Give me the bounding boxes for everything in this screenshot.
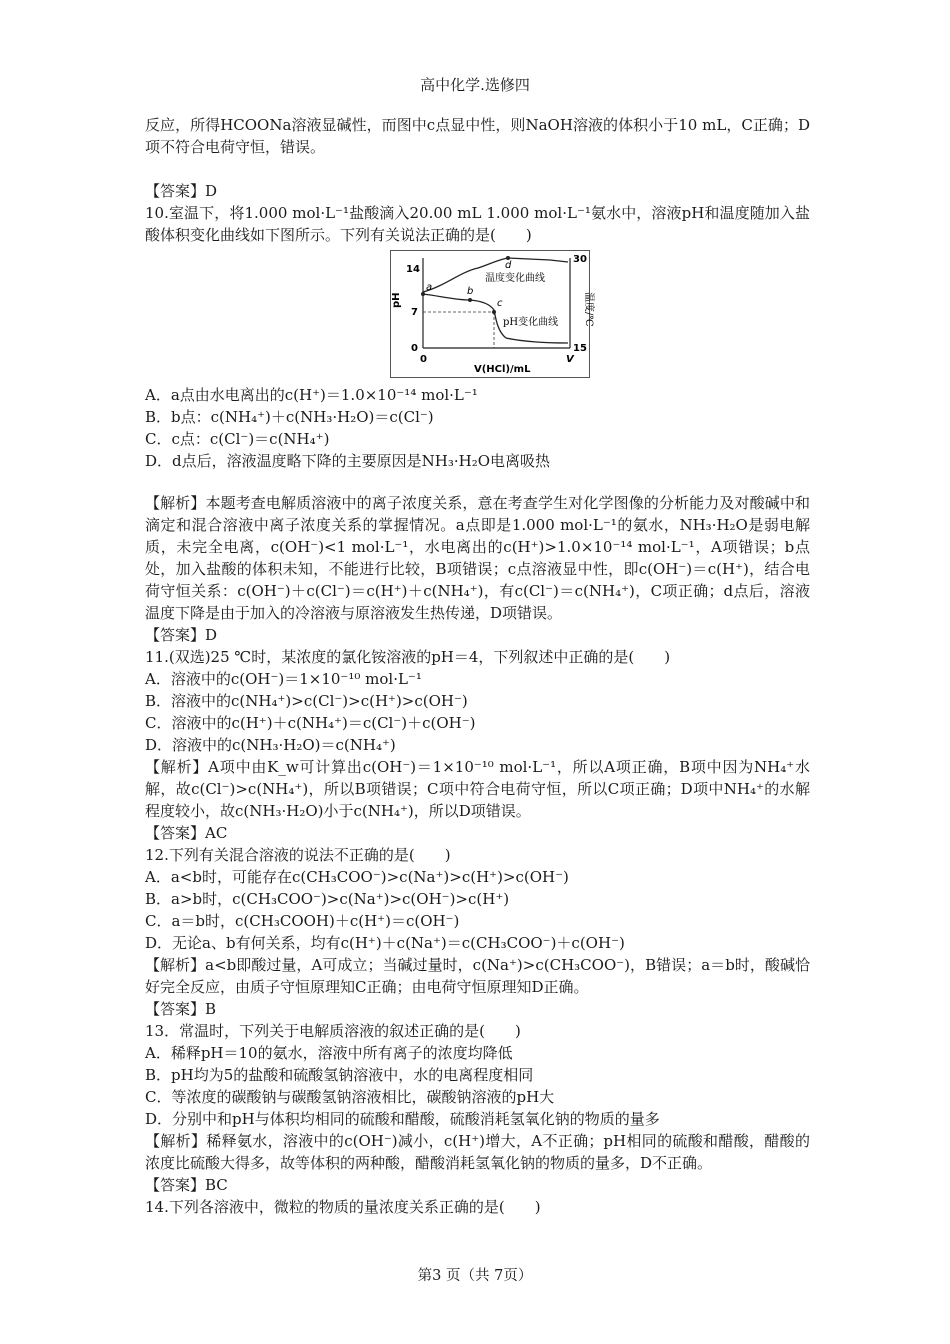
y-right-tick-30: 30	[573, 254, 587, 265]
point-a-label: a	[426, 282, 433, 293]
option-13c: C．等浓度的碳酸钠与碳酸氢钠溶液相比，碳酸钠溶液的pH大	[145, 1088, 555, 1106]
option-11c: C．溶液中的c(H⁺)＋c(NH₄⁺)＝c(Cl⁻)＋c(OH⁻)	[145, 714, 476, 732]
question-11: 11.(双选)25 ℃时，某浓度的氯化铵溶液的pH＝4，下列叙述中正确的是( )	[145, 648, 671, 666]
option-11a: A．溶液中的c(OH⁻)＝1×10⁻¹⁰ mol·L⁻¹	[145, 670, 422, 688]
question-13: 13．常温时，下列关于电解质溶液的叙述正确的是( )	[145, 1022, 521, 1040]
analysis-10: 【解析】本题考查电解质溶液中的离子浓度关系，意在考查学生对化学图像的分析能力及对酸碱中和滴定和混合溶液中离子浓度关系的掌握情况。a点即是1.000 mol·L⁻¹的氨水，NH₃·H₂O是弱电解质，未完全电离，c(OH⁻)<1 mol·L⁻¹，水电离出的c(H⁺)>1.0×10⁻¹⁴ mol·L⁻¹，A项错误；b点处，加入盐酸的体积未知，不能进行比较，B项错误；c点溶液显中性，即c(OH⁻)＝c(H⁺)，结合电荷守恒关系：c(OH⁻)＋c(Cl⁻)＝c(H⁺)＋c(NH₄⁺)，有c(Cl⁻)＝c(NH₄⁺)，C项正确；d点后，溶液温度下降是由于加入的冷溶液与原溶液发生热传递，D项错误。	[145, 494, 810, 622]
point-b-label: b	[467, 286, 474, 297]
option-10d: D．d点后，溶液温度略下降的主要原因是NH₃·H₂O电离吸热	[145, 452, 551, 470]
answer-12: 【答案】B	[145, 1000, 217, 1018]
option-10b: B．b点：c(NH₄⁺)＋c(NH₃·H₂O)＝c(Cl⁻)	[145, 408, 434, 426]
answer-13: 【答案】BC	[145, 1176, 228, 1194]
option-12d: D．无论a、b有何关系，均有c(H⁺)＋c(Na⁺)＝c(CH₃COO⁻)＋c(OH⁻)	[145, 934, 625, 952]
page-footer: 第3 页（共 7页）	[417, 1268, 533, 1284]
temp-curve-label: 温度变化曲线	[485, 273, 545, 284]
y-right-axis-label: 温度/℃	[583, 292, 594, 327]
chart-svg	[390, 250, 594, 378]
answer-9: 【答案】D	[145, 182, 218, 200]
option-11b: B．溶液中的c(NH₄⁺)>c(Cl⁻)>c(H⁺)>c(OH⁻)	[145, 692, 468, 710]
option-12c: C．a＝b时，c(CH₃COOH)＋c(H⁺)＝c(OH⁻)	[145, 912, 460, 930]
text-line: 反应，所得HCOONa溶液显碱性，而图中c点显中性，则NaOH溶液的体积小于10 mL，C正确；D项不符合电荷守恒，错误。	[145, 116, 810, 156]
x-tick-v: V	[566, 354, 574, 365]
analysis-13: 【解析】稀释氨水，溶液中的c(OH⁻)减小，c(H⁺)增大，A不正确；pH相同的硫酸和醋酸，醋酸的浓度比硫酸大得多，故等体积的两种酸，醋酸消耗氢氧化钠的物质的量多，D不正确。	[145, 1132, 810, 1172]
option-13d: D．分别中和pH与体积均相同的硫酸和醋酸，硫酸消耗氢氧化钠的物质的量多	[145, 1110, 660, 1128]
option-10c: C．c点：c(Cl⁻)＝c(NH₄⁺)	[145, 430, 330, 448]
point-a	[421, 292, 425, 296]
answer-11: 【答案】AC	[145, 824, 228, 842]
page-header: 高中化学.选修四	[420, 76, 530, 94]
y-axis-label: pH	[391, 292, 402, 308]
analysis-12: 【解析】a<b即酸过量，A可成立；当碱过量时，c(Na⁺)>c(CH₃COO⁻)，B错误；a＝b时，酸碱恰好完全反应，由质子守恒原理知C正确；由电荷守恒原理知D正确。	[145, 956, 810, 996]
ph-curve-label: pH变化曲线	[503, 317, 559, 328]
y-tick-14: 14	[406, 264, 420, 275]
point-c-label: c	[497, 298, 503, 309]
point-d-label: d	[505, 260, 512, 271]
question-10: 10.室温下，将1.000 mol·L⁻¹盐酸滴入20.00 mL 1.000 mol·L⁻¹氨水中，溶液pH和温度随加入盐酸体积变化曲线如下图所示。下列有关说法正确的是( )	[145, 204, 810, 244]
point-c	[492, 310, 496, 314]
point-b	[468, 298, 472, 302]
page-content	[145, 114, 810, 1218]
option-12a: A．a<b时，可能存在c(CH₃COO⁻)>c(Na⁺)>c(H⁺)>c(OH⁻)	[145, 868, 569, 886]
option-11d: D．溶液中的c(NH₃·H₂O)＝c(NH₄⁺)	[145, 736, 396, 754]
option-10a: A．a点由水电离出的c(H⁺)＝1.0×10⁻¹⁴ mol·L⁻¹	[145, 386, 478, 404]
y-tick-0: 0	[411, 343, 418, 354]
answer-10: 【答案】D	[145, 626, 218, 644]
y-tick-7: 7	[411, 307, 418, 318]
question-12: 12.下列有关混合溶液的说法不正确的是( )	[145, 846, 451, 864]
x-tick-0: 0	[420, 354, 427, 365]
x-axis-label: V(HCl)/mL	[474, 364, 531, 375]
option-12b: B．a>b时，c(CH₃COO⁻)>c(Na⁺)>c(OH⁻)>c(H⁺)	[145, 890, 510, 908]
y-right-tick-15: 15	[573, 343, 587, 354]
question-14: 14.下列各溶液中，微粒的物质的量浓度关系正确的是( )	[145, 1198, 541, 1216]
option-13a: A．稀释pH＝10的氨水，溶液中所有离子的浓度均降低	[145, 1044, 513, 1062]
titration-chart	[390, 250, 594, 378]
analysis-11: 【解析】A项中由K_w可计算出c(OH⁻)＝1×10⁻¹⁰ mol·L⁻¹，所以A项正确，B项中因为NH₄⁺水解，故c(Cl⁻)>c(NH₄⁺)，所以B项错误；C项中符合电荷守恒，所以C项正确；D项中NH₄⁺的水解程度较小，故c(NH₃·H₂O)小于c(NH₄⁺)，所以D项错误。	[145, 758, 810, 820]
option-13b: B．pH均为5的盐酸和硫酸氢钠溶液中，水的电离程度相同	[145, 1066, 534, 1084]
